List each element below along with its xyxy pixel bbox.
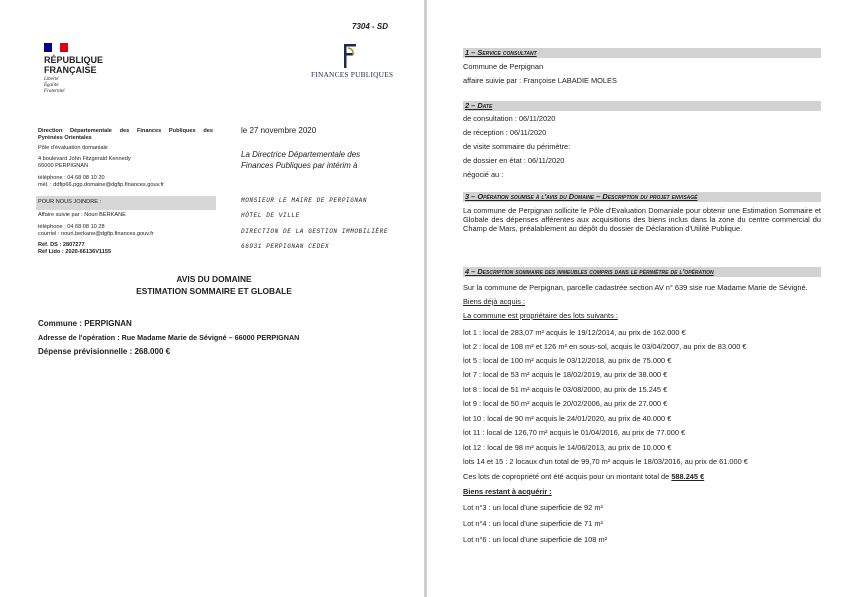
- total-line: Ces lots de copropriété ont été acquis pour un montant total de 588.245 €: [463, 472, 705, 481]
- recipient-line3: DIRECTION DE LA GESTION IMMOBILIÈRE: [241, 228, 389, 235]
- remaining-heading: Biens restant à acquérir :: [463, 487, 552, 496]
- section2-line: de visite sommaire du périmètre:: [463, 142, 571, 151]
- section4-heading: 4 – Description sommaire des immeubles compris dans le périmètre de l'opération: [463, 267, 821, 277]
- contact-band-label: POUR NOUS JOINDRE :: [38, 199, 102, 205]
- section3-heading: 3 – Opération soumise à l'avis du Domaine – Description du projet envisagé: [463, 192, 821, 202]
- document-page-left: [0, 0, 424, 597]
- lot-line: lot 1 : local de 283,07 m² acquis le 19/12/2014, au prix de 162.000 €: [463, 328, 686, 337]
- recipient-line2: HÔTEL DE VILLE: [241, 212, 300, 219]
- sender-line2: Pyrénées Orientales: [38, 135, 92, 141]
- document-page-right: [427, 0, 850, 597]
- section1-line: affaire suivie par : Françoise LABADIE MOLES: [463, 76, 617, 85]
- lot-line: lot 11 : local de 126,70 m² acquis le 01/04/2016, au prix de 77.000 €: [463, 428, 686, 437]
- section4-intro: Sur la commune de Perpignan, parcelle cadastrée section AV n° 639 sise rue Madame Marie de Sévigné.: [463, 283, 808, 292]
- form-reference: 7304 - SD: [352, 22, 389, 31]
- sender-pole: Pôle d'évaluation domaniale: [38, 145, 108, 151]
- republique-flag-icon: [44, 43, 68, 52]
- rf-line2: FRANÇAISE: [44, 65, 97, 75]
- section2-line: de réception : 06/11/2020: [463, 128, 547, 137]
- rf-line1: RÉPUBLIQUE: [44, 55, 104, 65]
- acquired-heading: Biens déjà acquis :: [463, 297, 526, 306]
- signatory-line1: La Directrice Départementale des: [241, 150, 361, 159]
- recipient-line4: 66931 PERPIGNAN CEDEX: [241, 243, 330, 250]
- lot-line: lot 8 : local de 51 m² acquis le 03/08/2000, au prix de 15.245 €: [463, 385, 668, 394]
- lot-line: lots 14 et 15 : 2 locaux d'un total de 99,70 m² acquis le 18/03/2016, au prix de 61.000 €: [463, 457, 748, 466]
- lot-line: lot 10 : local de 90 m² acquis le 24/01/2020, au prix de 40.000 €: [463, 414, 672, 423]
- notice-commune: Commune : PERPIGNAN: [38, 319, 132, 328]
- recipient-line1: MONSIEUR LE MAIRE DE PERPIGNAN: [241, 197, 368, 204]
- sender-address2: 66000 PERPIGNAN: [38, 163, 89, 169]
- signatory-line2: Finances Publiques par intérim à: [241, 161, 358, 170]
- finances-publiques-text: FINANCES PUBLIQUES: [311, 70, 394, 79]
- remaining-lot: Lot n°3 : un local d'une superficie de 92 m²: [463, 503, 603, 512]
- finances-publiques-logo-icon: [322, 40, 372, 70]
- contact-phone: téléphone : 04 68 08 10 28: [38, 224, 105, 230]
- sender-line1: Direction Départementale des Finances Publiques des: [38, 128, 213, 134]
- sender-address1: 4 boulevard John Fitzgerald Kennedy: [38, 156, 131, 162]
- section2-line: de consultation : 06/11/2020: [463, 114, 556, 123]
- contact-followed-by: Affaire suivie par : Nouri BERKANE: [38, 212, 126, 218]
- lot-line: lot 2 : local de 108 m² et 126 m² en sous-sol, acquis le 03/04/2007, au prix de 83.000 €: [463, 342, 747, 351]
- section2-line: négocié au :: [463, 170, 504, 179]
- section2-line: de dossier en état : 06/11/2020: [463, 156, 565, 165]
- sender-email: mél. : ddfip66.pgp.domaine@dgfip.finances.gouv.fr: [38, 182, 164, 188]
- lot-line: lot 7 : local de 53 m² acquis le 18/02/2019, au prix de 38.000 €: [463, 370, 668, 379]
- section2-heading: 2 – Date: [463, 101, 821, 111]
- remaining-lot: Lot n°4 : un local d'une superficie de 71 m²: [463, 519, 603, 528]
- owner-line: La commune est propriétaire des lots suivants :: [463, 311, 618, 320]
- section1-line: Commune de Perpignan: [463, 62, 544, 71]
- total-value: 588.245 €: [671, 472, 705, 481]
- section3-text: La commune de Perpignan sollicite le Pôle d'Evaluation Domaniale pour obtenir une Estimation Sommaire et Globale des dépenses afférentes aux acquisitions des biens inclus dans la zone du centre commercial du Champ de Mars, préalablement au dépôt du dossier de Déclaration d'Utilité Publique.: [463, 206, 821, 233]
- notice-address: Adresse de l'opération : Rue Madame Marie de Sévigné – 66000 PERPIGNAN: [38, 333, 300, 342]
- sender-phone: téléphone : 04 68 08 10 20: [38, 175, 105, 181]
- lot-line: lot 5 : local de 100 m² acquis le 03/12/2018, au prix de 75.000 €: [463, 356, 672, 365]
- notice-title-2: ESTIMATION SOMMAIRE ET GLOBALE: [136, 286, 292, 296]
- lot-line: lot 9 : local de 50 m² acquis le 20/02/2006, au prix de 27.000 €: [463, 399, 668, 408]
- remaining-lot: Lot n°6 : un local d'une superficie de 108 m²: [463, 535, 608, 544]
- letter-date: le 27 novembre 2020: [241, 126, 317, 135]
- notice-title-1: AVIS DU DOMAINE: [176, 274, 252, 284]
- ref-lido: Réf Lido : 2020-66136V1155: [38, 249, 112, 255]
- ref-ds: Réf. DS : 2807277: [38, 242, 85, 248]
- rf-motto: Liberté Égalité Fraternité: [44, 77, 65, 94]
- lot-line: lot 12 : local de 98 m² acquis le 14/06/2013, au prix de 10.000 €: [463, 443, 672, 452]
- notice-expense: Dépense prévisionnelle : 268.000 €: [38, 347, 171, 356]
- section1-heading: 1 – Service consultant: [463, 48, 821, 58]
- contact-email: courriel : nouri.berkane@dgfip.finances.gouv.fr: [38, 231, 154, 237]
